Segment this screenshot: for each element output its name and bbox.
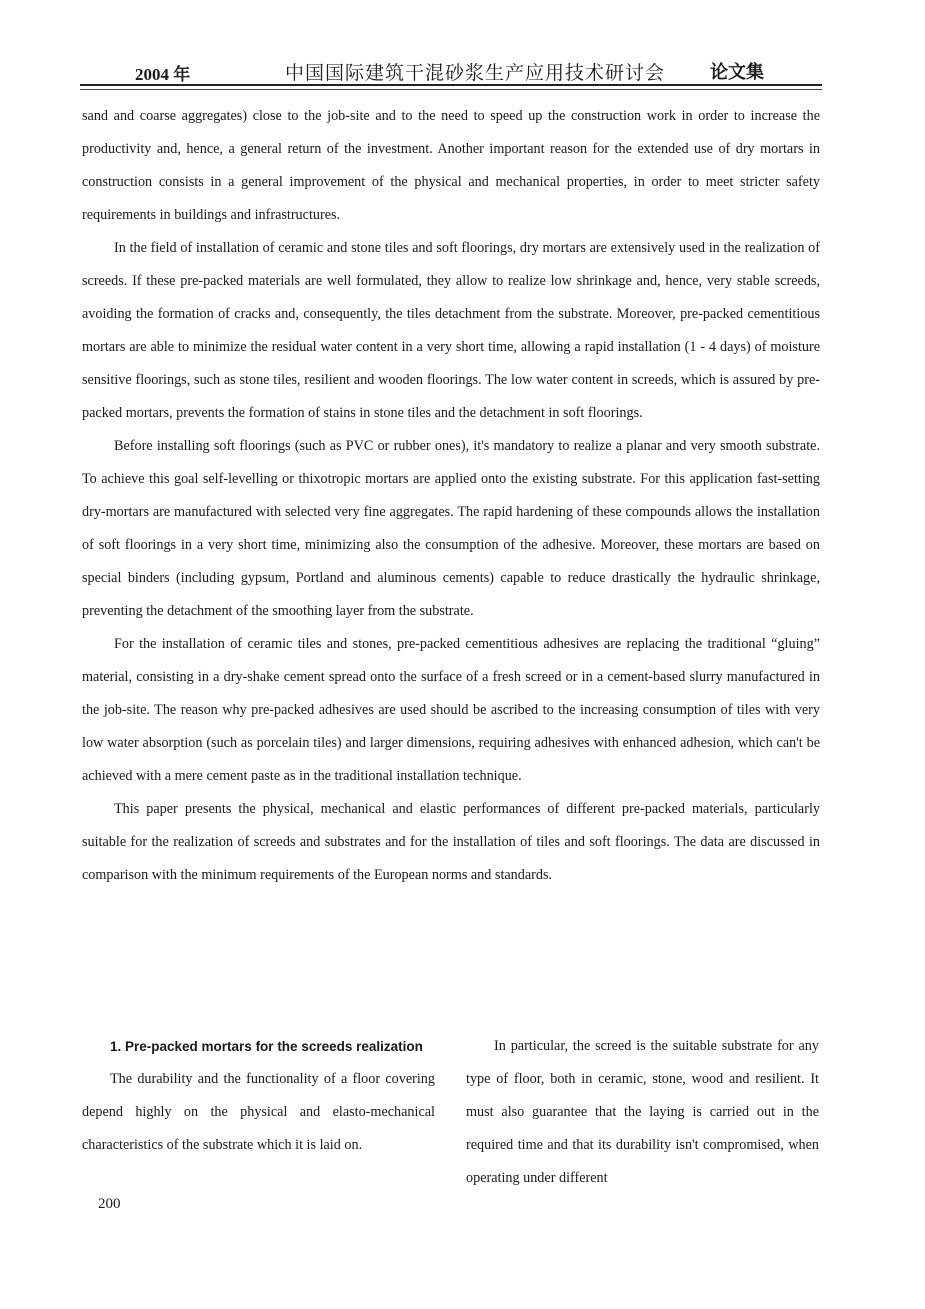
header-collection-label: 论文集 <box>710 62 764 83</box>
left-column <box>82 1030 435 1162</box>
header-rule-thin <box>80 89 822 90</box>
paragraph-5: This paper presents the physical, mechanical and elastic performances of different pre-packed materials, particularly suitable for the realization of screeds and substrates and for the installation of tiles and soft floorings. The data are discussed in comparison with the minimum requirements of the European norms and standards. <box>82 801 820 883</box>
paragraph-4: For the installation of ceramic tiles and stones, pre-packed cementitious adhesives are replacing the traditional “gluing” material, consisting in a dry-shake cement spread onto the surface of a fresh screed or in a cement-based slurry manufactured in the job-site. The reason why pre-packed adhesives are used should be ascribed to the increasing consumption of tiles with very low water absorption (such as porcelain tiles) and larger dimensions, requiring adhesives with enhanced adhesion, which can't be achieved with a mere cement paste as in the traditional installation technique. <box>82 636 820 784</box>
right-column <box>466 1030 819 1195</box>
header-year: 2004 年 <box>135 65 191 84</box>
paragraph-2: In the field of installation of ceramic and stone tiles and soft floorings, dry mortars are extensively used in the realization of screeds. If these pre-packed materials are well formulated, they allow to realize low shrinkage and, hence, very stable screeds, avoiding the formation of cracks and, consequently, the tiles detachment from the substrate. Moreover, pre-packed cementitious mortars are able to minimize the residual water content in a very short time, allowing a rapid installation (1 - 4 days) of moisture sensitive floorings, such as stone tiles, resilient and wooden floorings. The low water content in screeds, which is assured by pre-packed mortars, prevents the formation of stains in stone tiles and the detachment in soft floorings. <box>82 240 820 421</box>
page-number: 200 <box>98 1196 121 1212</box>
main-body-text <box>82 100 820 892</box>
paragraph-1: sand and coarse aggregates) close to the job-site and to the need to speed up the construction work in order to increase the productivity and, hence, a general return of the investment. Another important reason for the extended use of dry mortars in construction consists in a general improvement of the physical and mechanical properties, in order to meet stricter safety requirements in buildings and infrastructures. <box>82 108 820 223</box>
section-heading: 1. Pre-packed mortars for the screeds realization <box>110 1039 423 1054</box>
right-column-paragraph: In particular, the screed is the suitable substrate for any type of floor, both in ceramic, stone, wood and resilient. It must also guarantee that the laying is carried out in the required time and that its durability isn't compromised, when operating under different <box>466 1038 819 1186</box>
header-rule <box>80 84 822 86</box>
paragraph-3: Before installing soft floorings (such as PVC or rubber ones), it's mandatory to realize a planar and very smooth substrate. To achieve this goal self-levelling or thixotropic mortars are applied onto the existing substrate. For this application fast-setting dry-mortars are manufactured with selected very fine aggregates. The rapid hardening of these compounds allows the installation of soft floorings in a very short time, minimizing also the consumption of the adhesive. Moreover, these mortars are based on special binders (including gypsum, Portland and aluminous cements) capable to reduce drastically the hydraulic shrinkage, preventing the detachment of the smoothing layer from the substrate. <box>82 438 820 619</box>
left-column-paragraph: The durability and the functionality of a floor covering depend highly on the physical and elasto-mechanical characteristics of the substrate which it is laid on. <box>82 1071 435 1153</box>
header-conference-title: 中国国际建筑干混砂浆生产应用技术研讨会 <box>285 62 666 84</box>
running-header <box>80 56 860 86</box>
